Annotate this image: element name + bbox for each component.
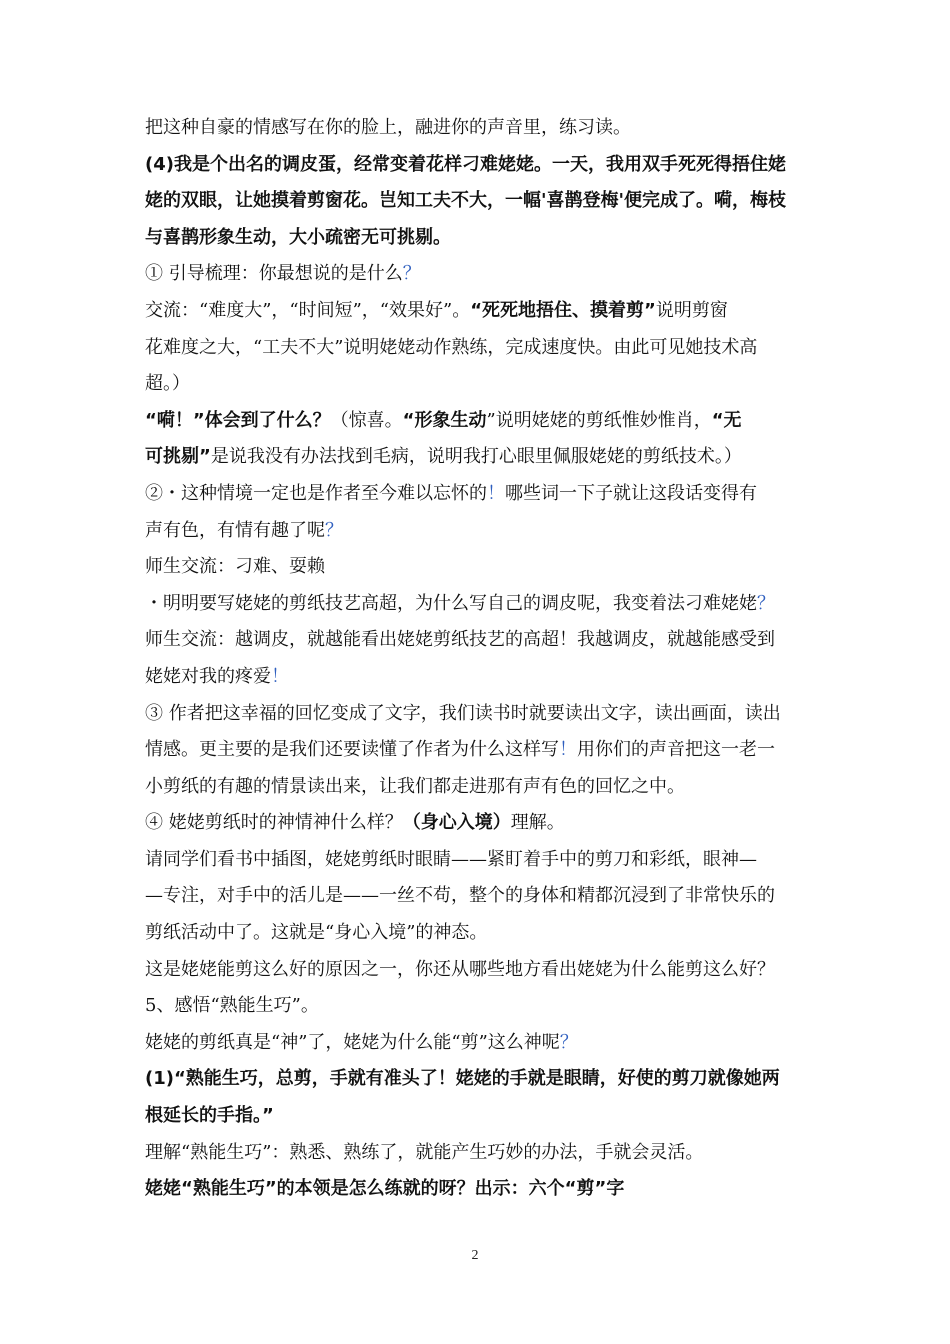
- text-run: 姥姥“熟能生巧”的本领是怎么练就的呀？出示：六个“剪”字: [145, 1178, 625, 1200]
- text-run: 是说我没有办法找到毛病，说明我打心眼里佩服姥姥的剪纸技术。）: [210, 446, 742, 468]
- text-run: (1)“熟能生巧，总剪，手就有准头了！姥姥的手就是眼睛，好使的剪刀就像她两: [145, 1068, 780, 1090]
- text-run: ？: [325, 519, 343, 541]
- text-run: 超。）: [145, 373, 190, 395]
- text-run: ③ 作者把这幸福的回忆变成了文字，我们读书时就要读出文字，读出画面，读出: [145, 702, 781, 724]
- text-run: ④ 姥姥剪纸时的神情神什么样？: [145, 812, 403, 834]
- text-run: ②・这种情境一定也是作者至今难以忘怀的: [145, 482, 487, 504]
- text-run: 与喜鹊形象生动，大小疏密无可挑剔。: [145, 226, 451, 248]
- text-line: [145, 153, 813, 177]
- text-run: ？: [757, 592, 775, 614]
- text-run: “形象生动: [402, 409, 487, 431]
- text-line: [145, 482, 813, 506]
- text-run: 请同学们看书中插图，姥姥剪纸时眼睛——紧盯着手中的剪刀和彩纸，眼神—: [145, 848, 757, 870]
- text-line: [145, 811, 813, 835]
- text-line: [145, 1067, 813, 1091]
- text-run: 哪些词一下子就让这段话变得有: [505, 482, 757, 504]
- text-line: [145, 921, 813, 945]
- text-run: ？: [402, 263, 421, 285]
- text-run: 可挑剔”: [145, 446, 211, 468]
- text-line: [145, 775, 813, 799]
- text-run: 姥的双眼，让她摸着剪窗花。岂知工夫不大，一幅'喜鹊登梅'便完成了。嗬，梅枝: [145, 190, 787, 212]
- text-line: [145, 409, 813, 433]
- text-line: [145, 372, 813, 396]
- text-run: 5、感悟“熟能生巧”。: [145, 995, 319, 1017]
- text-run: 剪纸活动中了。这就是“身心入境”的神态。: [145, 922, 488, 944]
- text-run: 师生交流：越调皮，就越能看出姥姥剪纸技艺的高超！我越调皮，就越能感受到: [145, 629, 775, 651]
- text-line: [145, 702, 813, 726]
- text-line: [145, 628, 813, 652]
- text-run: 交流：“难度大”，“时间短”，“效果好”。: [145, 299, 471, 321]
- text-run: （身心入境）: [402, 812, 511, 834]
- text-run: 姥姥的剪纸真是“神”了，姥姥为什么能“剪”这么神呢: [145, 1031, 560, 1053]
- text-run: —专注，对手中的活儿是——一丝不苟，整个的身体和精都沉浸到了非常快乐的: [145, 885, 775, 907]
- text-run: （惊喜。: [330, 409, 403, 431]
- text-line: [145, 262, 813, 286]
- text-run: ”说明姥姥的剪纸惟妙惟肖，: [486, 409, 712, 431]
- text-line: [145, 848, 813, 872]
- text-line: [145, 226, 813, 250]
- text-run: 这是姥姥能剪这么好的原因之一，你还从哪些地方看出姥姥为什么能剪这么好？: [145, 958, 775, 980]
- text-run: 姥姥对我的疼爱: [145, 665, 271, 687]
- text-run: ！: [559, 739, 577, 761]
- text-line: [145, 994, 813, 1018]
- text-run: 用你们的声音把这一老一: [577, 739, 775, 761]
- text-line: [145, 445, 813, 469]
- text-line: [145, 958, 813, 982]
- text-run: ・明明要写姥姥的剪纸技艺高超，为什么写自己的调皮呢，我变着法刁难姥姥: [145, 592, 757, 614]
- text-line: [145, 592, 813, 616]
- text-run: (4)我是个出名的调皮蛋，经常变着花样刁难姥姥。一天，我用双手死死得捂住姥: [145, 153, 786, 175]
- text-line: [145, 1031, 813, 1055]
- text-run: 情感。更主要的是我们还要读懂了作者为什么这样写: [145, 739, 559, 761]
- text-run: 师生交流：刁难、耍赖: [145, 556, 325, 578]
- text-run: 理解。: [510, 812, 565, 834]
- text-run: ！: [271, 665, 289, 687]
- text-line: [145, 738, 813, 762]
- text-line: [145, 884, 813, 908]
- text-run: “嗬！”体会到了什么？: [145, 409, 331, 431]
- text-run: 理解“熟能生巧”：熟悉、熟练了，就能产生巧妙的办法，手就会灵活。: [145, 1141, 704, 1163]
- text-line: [145, 1177, 813, 1201]
- text-run: 把这种自豪的情感写在你的脸上，融进你的声音里，练习读。: [145, 117, 631, 138]
- text-line: [145, 1104, 813, 1128]
- text-run: 说明剪窗: [655, 299, 728, 321]
- text-line: [145, 189, 813, 213]
- text-line: [145, 665, 813, 689]
- text-line: [145, 519, 813, 543]
- text-run: ？: [559, 1031, 578, 1053]
- page-number: 2: [471, 1248, 479, 1263]
- text-line: [145, 299, 813, 323]
- text-line: [145, 1141, 813, 1165]
- document-body: [145, 116, 813, 1214]
- text-run: 花难度之大，“工夫不大”说明姥姥动作熟练，完成速度快。由此可见她技术高: [145, 336, 758, 358]
- text-run: 根延长的手指。”: [145, 1105, 274, 1127]
- text-run: “无: [711, 409, 742, 431]
- text-run: “死死地捂住、摸着剪”: [470, 299, 656, 321]
- text-line: [145, 336, 813, 360]
- text-run: 小剪纸的有趣的情景读出来，让我们都走进那有声有色的回忆之中。: [145, 775, 685, 797]
- text-line: [145, 555, 813, 579]
- text-run: ① 引导梳理：你最想说的是什么: [145, 263, 403, 285]
- text-run: 声有色，有情有趣了呢: [145, 519, 325, 541]
- text-run: ！: [487, 482, 505, 504]
- text-line: [145, 116, 813, 140]
